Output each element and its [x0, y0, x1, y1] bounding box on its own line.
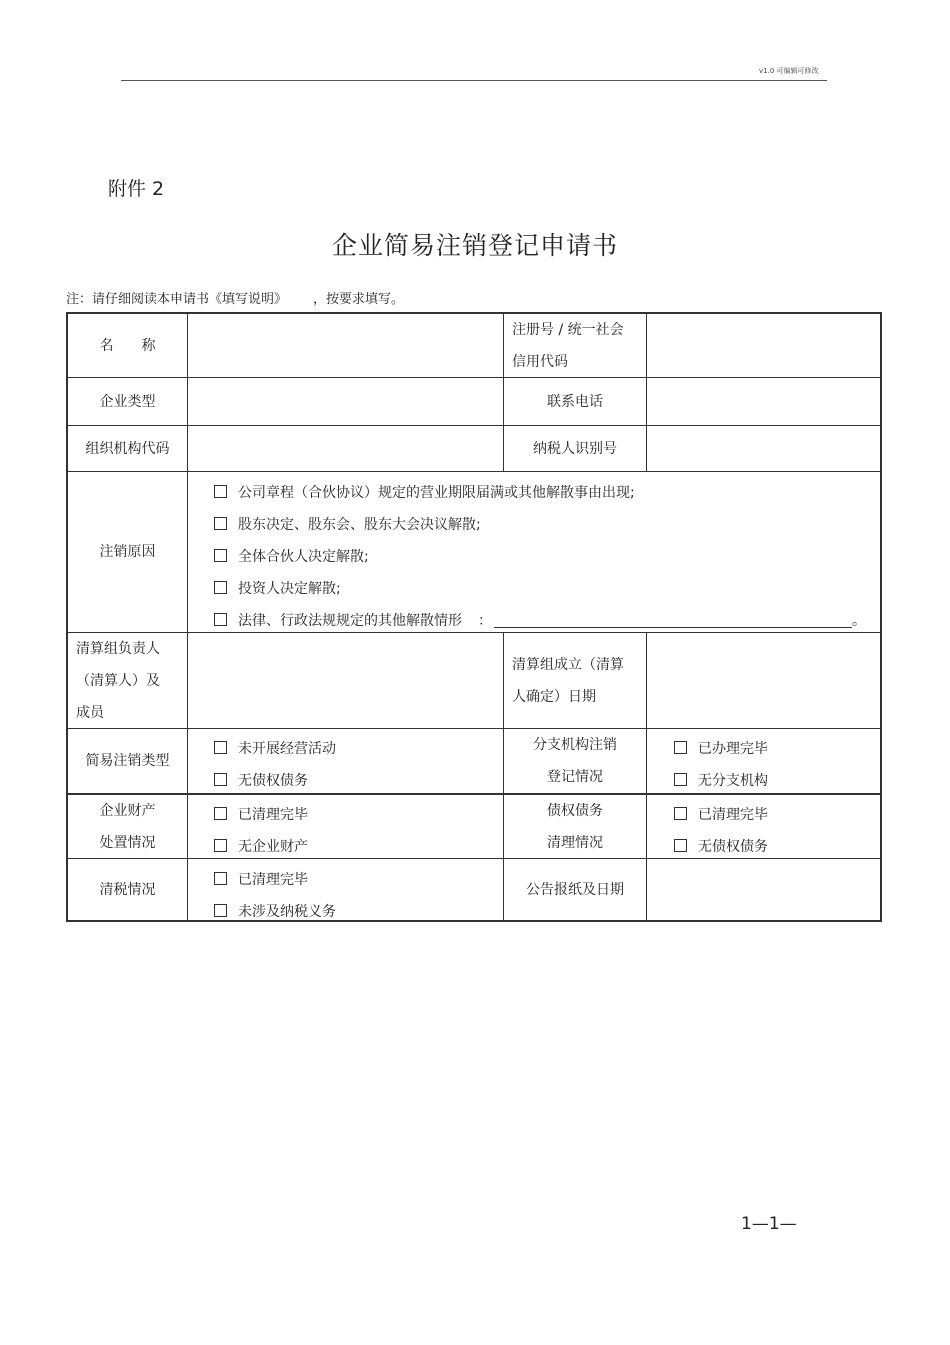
checkbox-icon[interactable] — [214, 741, 227, 754]
checkbox-icon[interactable] — [674, 741, 687, 754]
type-field[interactable] — [188, 378, 503, 425]
tax-id-field[interactable] — [647, 426, 880, 471]
checkbox-icon[interactable] — [214, 517, 227, 530]
org-code-field[interactable] — [188, 426, 503, 471]
property-label — [68, 795, 187, 858]
reason-option-2[interactable] — [214, 514, 481, 534]
debt-label-line1: 债权债务 — [547, 802, 603, 819]
liq-date-label — [504, 633, 646, 728]
tax-text-1: 已清理完毕 — [238, 872, 308, 888]
reason-text-2: 股东决定、股东会、股东大会决议解散; — [238, 517, 481, 533]
other-reason-blank[interactable] — [494, 613, 852, 628]
checkbox-icon[interactable] — [674, 807, 687, 820]
checkbox-icon[interactable] — [214, 904, 227, 917]
attachment-label: 附件 2 — [108, 178, 165, 200]
checkbox-icon[interactable] — [214, 839, 227, 852]
reason-option-4[interactable] — [214, 578, 341, 598]
property-option-2[interactable] — [214, 836, 308, 856]
phone-label: 联系电话 — [547, 393, 603, 410]
reason-text-3: 全体合伙人决定解散; — [238, 549, 369, 565]
checkbox-icon[interactable] — [214, 485, 227, 498]
liq-date-field[interactable] — [647, 633, 880, 728]
name-label: 名 称 — [99, 337, 156, 354]
property-label-line1: 企业财产 — [99, 802, 156, 819]
org-code-label: 组织机构代码 — [85, 440, 170, 457]
checkbox-icon[interactable] — [674, 773, 687, 786]
tax-id-label: 纳税人识别号 — [533, 440, 617, 457]
liq-members-field[interactable] — [188, 633, 503, 728]
reg-no-label-line1: 注册号 / 统一社会 — [512, 321, 624, 338]
reason-text-1: 公司章程（合伙协议）规定的营业期限届满或其他解散事由出现; — [238, 485, 635, 501]
liq-label — [68, 633, 187, 728]
checkbox-icon[interactable] — [214, 581, 227, 594]
simple-type-option-2[interactable] — [214, 770, 308, 790]
debt-option-2[interactable] — [674, 836, 768, 856]
reason-period: 。 — [852, 613, 866, 629]
name-field[interactable] — [188, 314, 503, 377]
liq-label-line2: （清算人）及 — [76, 672, 160, 689]
simple-type-text-1: 未开展经营活动 — [238, 741, 336, 757]
tax-option-2[interactable] — [214, 901, 336, 921]
branch-option-2[interactable] — [674, 770, 768, 790]
liq-date-label-line2: 人确定）日期 — [512, 688, 596, 705]
tax-option-1[interactable] — [214, 869, 308, 889]
reg-no-label — [504, 314, 646, 377]
note-text-1: 注：请仔细阅读本申请书《填写说明》 — [66, 292, 288, 307]
checkbox-icon[interactable] — [674, 839, 687, 852]
notice-label: 公告报纸及日期 — [526, 881, 624, 898]
liq-label-line1: 清算组负责人 — [76, 640, 160, 657]
reason-option-3[interactable] — [214, 546, 369, 566]
document-title: 企业简易注销登记申请书 — [331, 231, 618, 260]
version-text: v1.0 可编辑可修改 — [759, 67, 819, 75]
branch-option-1[interactable] — [674, 738, 768, 758]
property-text-2: 无企业财产 — [238, 839, 308, 855]
reg-no-label-line2: 信用代码 — [512, 353, 568, 370]
branch-label-line2: 登记情况 — [547, 769, 603, 785]
header-rule — [121, 80, 827, 81]
debt-option-1[interactable] — [674, 804, 768, 824]
property-label-line2: 处置情况 — [99, 834, 156, 851]
reg-no-field[interactable] — [647, 314, 880, 377]
property-option-1[interactable] — [214, 804, 308, 824]
reason-option-5[interactable] — [214, 610, 866, 630]
checkbox-icon[interactable] — [214, 613, 227, 626]
checkbox-icon[interactable] — [214, 872, 227, 885]
property-text-1: 已清理完毕 — [238, 807, 308, 823]
debt-text-2: 无债权债务 — [698, 839, 768, 855]
checkbox-icon[interactable] — [214, 807, 227, 820]
note-text-2: ，按要求填写。 — [313, 292, 405, 307]
reason-text-5: 法律、行政法规规定的其他解散情形 — [238, 613, 462, 629]
branch-text-1: 已办理完毕 — [698, 741, 768, 757]
reason-option-1[interactable] — [214, 482, 635, 502]
tax-label: 清税情况 — [99, 881, 156, 898]
liq-label-line3: 成员 — [76, 704, 104, 721]
checkbox-icon[interactable] — [214, 773, 227, 786]
branch-text-2: 无分支机构 — [698, 773, 768, 789]
tax-text-2: 未涉及纳税义务 — [238, 904, 336, 920]
checkbox-icon[interactable] — [214, 549, 227, 562]
phone-field[interactable] — [647, 378, 880, 425]
fill-note — [66, 288, 404, 307]
application-form-table — [66, 312, 882, 922]
simple-type-option-1[interactable] — [214, 738, 336, 758]
debt-label — [504, 795, 646, 858]
reason-text-4: 投资人决定解散; — [238, 581, 341, 597]
branch-label — [504, 729, 646, 793]
type-label: 企业类型 — [99, 393, 156, 410]
page-number: 1—1— — [741, 1214, 797, 1234]
reason-colon: ： — [478, 613, 492, 629]
simple-type-label: 简易注销类型 — [85, 753, 170, 769]
liq-date-label-line1: 清算组成立（清算 — [512, 656, 624, 673]
branch-label-line1: 分支机构注销 — [533, 737, 617, 753]
simple-type-text-2: 无债权债务 — [238, 773, 308, 789]
debt-label-line2: 清理情况 — [547, 834, 603, 851]
reason-label: 注销原因 — [99, 544, 156, 560]
debt-text-1: 已清理完毕 — [698, 807, 768, 823]
notice-field[interactable] — [647, 859, 880, 920]
